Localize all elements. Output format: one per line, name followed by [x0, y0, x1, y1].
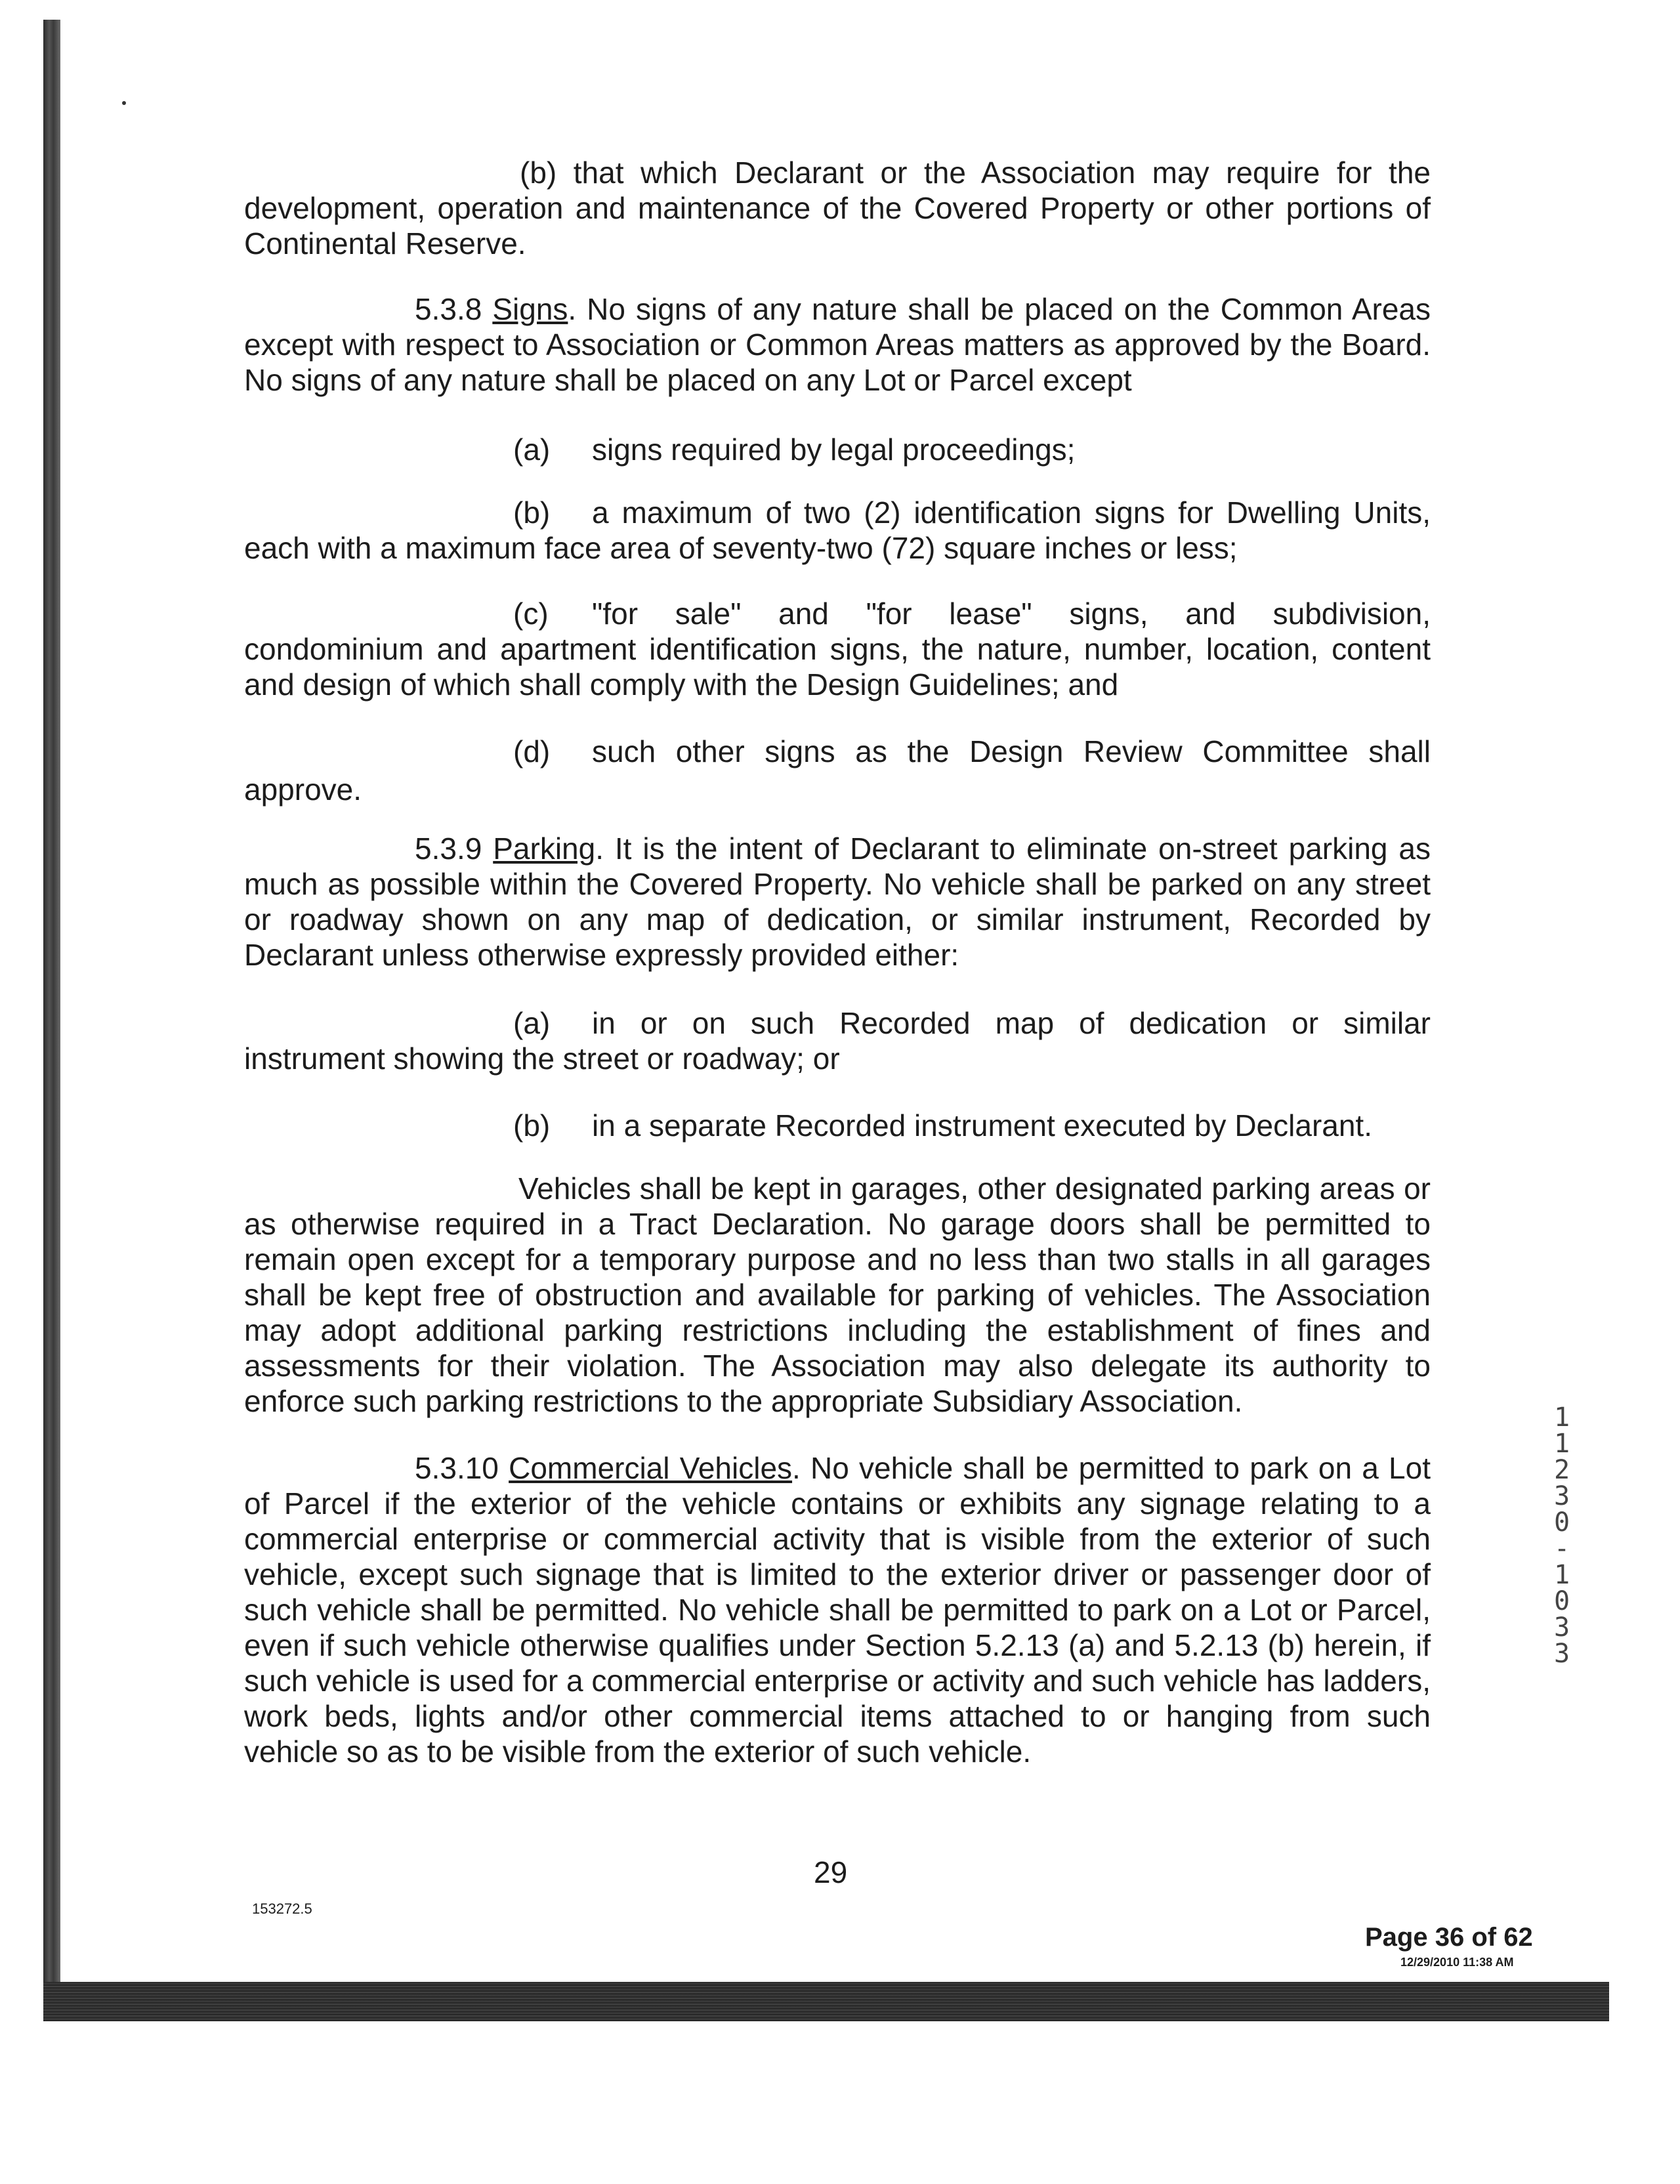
page-stamp: Page 36 of 62	[1365, 1923, 1533, 1952]
section-number: 5.3.8	[415, 292, 482, 326]
section-5-3-10	[244, 1450, 1431, 1769]
section-5-3-9	[244, 831, 1431, 973]
intro-paragraph: (b) that which Declarant or the Association may require for the development, operation and maintenance of the Covered Property or other portions of Continental Reserve.	[244, 156, 1431, 261]
signs-item-d-continuation: approve.	[244, 772, 362, 807]
signs-item-d: (d) such other signs as the Design Review Committee shall	[513, 734, 1431, 768]
stamp-date: 12/29/2010 11:38 AM	[1400, 1956, 1514, 1969]
parking-item-a-continuation: instrument showing the street or roadway; or	[244, 1041, 840, 1076]
section-text: . No vehicle shall be permitted to park on a Lot of Parcel if the exterior of the vehicle contains or exhibits any signage relating to a commercial enterprise or commercial activity that is visible from the exterior of such vehicle, except such signage that is limited to the exterior driver or passenger door of such vehicle shall be permitted. No vehicle shall be permitted to park on a Lot or Parcel, even if such vehicle otherwise qualifies under Section 5.2.13 (a) and 5.2.13 (b) herein, if such vehicle is used for a commercial enterprise or activity and such vehicle has ladders, work beds, lights and/or other commercial items attached to or hanging from such vehicle so as to be visible from the exterior of such vehicle.	[244, 1451, 1431, 1769]
parking-followup: Vehicles shall be kept in garages, other designated parking areas or as otherwise required in a Tract Declaration. No garage doors shall be permitted to remain open except for a temporary purpose and no less than two stalls in all garages shall be kept free of obstruction and available for parking of vehicles. The Association may adopt additional parking restrictions including the establishment of fines and assessments for their violation. The Association may also delegate its authority to enforce such parking restrictions to the appropriate Subsidiary Association.	[244, 1171, 1431, 1418]
signs-item-b: (b) a maximum of two (2) identification signs for Dwelling Units,	[513, 495, 1431, 530]
section-5-3-8	[244, 291, 1431, 398]
section-heading: Parking	[493, 831, 596, 866]
parking-item-b: (b) in a separate Recorded instrument executed by Declarant.	[513, 1108, 1372, 1143]
scan-bottom-edge	[43, 1982, 1609, 2021]
section-number: 5.3.10	[415, 1451, 499, 1485]
scan-left-edge	[43, 20, 60, 2021]
signs-item-a: (a) signs required by legal proceedings;	[513, 432, 1076, 467]
section-text: . It is the intent of Declarant to eliminate on-street parking as much as possible within the Covered Property. No vehicle shall be parked on any street or roadway shown on any map of dedication, or similar instrument, Recorded by Declarant unless otherwise expressly provided either:	[244, 831, 1431, 972]
section-heading: Signs	[492, 292, 568, 326]
signs-item-c-continuation: condominium and apartment identification signs, the nature, number, location, content and design of which shall comply with the Design Guidelines; and	[244, 632, 1431, 702]
scan-speck	[122, 101, 126, 105]
signs-item-c: (c) "for sale" and "for lease" signs, and subdivision,	[513, 597, 1431, 631]
section-text: . No signs of any nature shall be placed on the Common Areas except with respect to Association or Common Areas matters as approved by the Board. No signs of any nature shall be placed on any Lot or Parcel except	[244, 292, 1431, 397]
section-heading: Commercial Vehicles	[509, 1451, 793, 1485]
page-number: 29	[814, 1855, 848, 1889]
parking-item-a: (a) in or on such Recorded map of dedication or similar	[513, 1006, 1431, 1040]
signs-item-b-continuation: each with a maximum face area of seventy-two (72) square inches or less;	[244, 531, 1238, 565]
document-code: 153272.5	[252, 1900, 312, 1917]
margin-recording-code: 1 1 2 3 0 - 1 0 3 3	[1553, 1402, 1570, 1669]
section-number: 5.3.9	[415, 831, 482, 866]
